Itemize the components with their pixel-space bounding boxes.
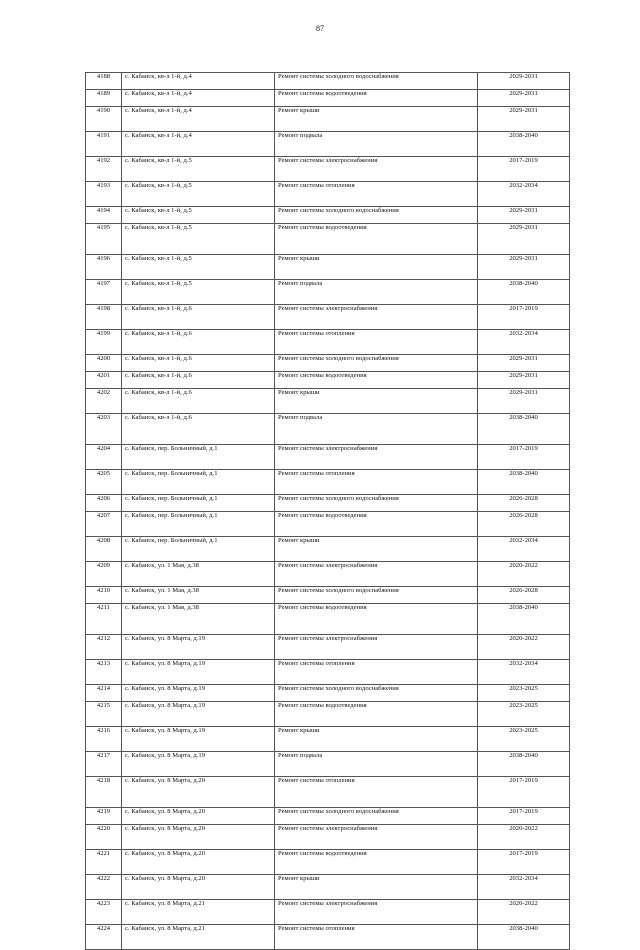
row-work-type: Ремонт системы водоотведения (275, 90, 478, 107)
row-number: 4206 (86, 495, 122, 512)
row-work-type: Ремонт системы электроснабжения (275, 562, 478, 587)
row-work-type: Ремонт крыши (275, 727, 478, 752)
row-number: 4207 (86, 512, 122, 537)
row-number: 4202 (86, 389, 122, 414)
row-period: 2023-2025 (478, 685, 570, 702)
row-work-type: Ремонт системы электроснабжения (275, 900, 478, 925)
row-number: 4203 (86, 414, 122, 445)
row-address: с. Кабанск, ул. 1 Мая, д.38 (122, 562, 275, 587)
table-row (86, 537, 570, 562)
row-address: с. Кабанск, кв-л 1-й, д.4 (122, 90, 275, 107)
row-period: 2032-2034 (478, 660, 570, 685)
row-period: 2038-2040 (478, 280, 570, 305)
table-row (86, 808, 570, 825)
row-work-type: Ремонт системы отопления (275, 182, 478, 207)
row-period: 2029-2031 (478, 107, 570, 132)
row-number: 4192 (86, 157, 122, 182)
row-work-type: Ремонт подвала (275, 280, 478, 305)
row-period: 2032-2034 (478, 875, 570, 900)
row-number: 4198 (86, 305, 122, 330)
row-period: 2026-2028 (478, 512, 570, 537)
table-row (86, 182, 570, 207)
row-work-type: Ремонт системы водоотведения (275, 604, 478, 635)
row-period: 2017-2019 (478, 808, 570, 825)
table-row (86, 825, 570, 850)
table-row (86, 372, 570, 389)
capital-repair-table (85, 72, 570, 950)
row-address: с. Кабанск, ул. 8 Марта, д.19 (122, 660, 275, 685)
row-period: 2020-2022 (478, 562, 570, 587)
row-address: с. Кабанск, ул. 8 Марта, д.20 (122, 875, 275, 900)
row-period: 2017-2019 (478, 157, 570, 182)
row-number: 4222 (86, 875, 122, 900)
row-work-type: Ремонт системы водоотведения (275, 702, 478, 727)
table-row (86, 255, 570, 280)
table-body (86, 73, 570, 950)
table-row (86, 470, 570, 495)
row-period: 2038-2040 (478, 925, 570, 950)
table-row (86, 562, 570, 587)
row-address: с. Кабанск, кв-л 1-й, д.5 (122, 182, 275, 207)
row-address: с. Кабанск, кв-л 1-й, д.6 (122, 355, 275, 372)
row-work-type: Ремонт системы электроснабжения (275, 825, 478, 850)
row-work-type: Ремонт подвала (275, 414, 478, 445)
row-work-type: Ремонт крыши (275, 537, 478, 562)
row-period: 2020-2022 (478, 900, 570, 925)
table-row (86, 512, 570, 537)
row-work-type: Ремонт крыши (275, 875, 478, 900)
row-number: 4223 (86, 900, 122, 925)
row-number: 4208 (86, 537, 122, 562)
row-number: 4200 (86, 355, 122, 372)
row-address: с. Кабанск, кв-л 1-й, д.4 (122, 132, 275, 157)
row-number: 4188 (86, 73, 122, 90)
row-number: 4218 (86, 777, 122, 808)
row-address: с. Кабанск, кв-л 1-й, д.5 (122, 207, 275, 224)
row-number: 4196 (86, 255, 122, 280)
row-work-type: Ремонт системы электроснабжения (275, 445, 478, 470)
row-number: 4189 (86, 90, 122, 107)
row-address: с. Кабанск, ул. 8 Марта, д.21 (122, 900, 275, 925)
row-work-type: Ремонт системы водоотведения (275, 512, 478, 537)
row-address: с. Кабанск, ул. 8 Марта, д.19 (122, 727, 275, 752)
row-number: 4197 (86, 280, 122, 305)
row-work-type: Ремонт системы холодного водоснабжения (275, 495, 478, 512)
row-period: 2023-2025 (478, 727, 570, 752)
row-address: с. Кабанск, кв-л 1-й, д.5 (122, 157, 275, 182)
row-work-type: Ремонт системы холодного водоснабжения (275, 73, 478, 90)
row-work-type: Ремонт системы электроснабжения (275, 157, 478, 182)
row-period: 2032-2034 (478, 182, 570, 207)
row-number: 4193 (86, 182, 122, 207)
row-number: 4224 (86, 925, 122, 950)
table-row (86, 587, 570, 604)
row-work-type: Ремонт подвала (275, 752, 478, 777)
row-number: 4210 (86, 587, 122, 604)
row-number: 4199 (86, 330, 122, 355)
row-address: с. Кабанск, ул. 8 Марта, д.19 (122, 702, 275, 727)
row-work-type: Ремонт системы отопления (275, 330, 478, 355)
row-work-type: Ремонт системы водоотведения (275, 224, 478, 255)
row-period: 2038-2040 (478, 414, 570, 445)
row-address: с. Кабанск, пер. Больничный, д.1 (122, 495, 275, 512)
row-number: 4204 (86, 445, 122, 470)
table-row (86, 355, 570, 372)
row-period: 2029-2031 (478, 255, 570, 280)
row-period: 2020-2022 (478, 635, 570, 660)
row-address: с. Кабанск, пер. Больничный, д.1 (122, 512, 275, 537)
row-address: с. Кабанск, ул. 8 Марта, д.20 (122, 825, 275, 850)
row-address: с. Кабанск, ул. 1 Мая, д.38 (122, 587, 275, 604)
row-period: 2026-2028 (478, 587, 570, 604)
row-work-type: Ремонт системы электроснабжения (275, 635, 478, 660)
row-work-type: Ремонт системы холодного водоснабжения (275, 808, 478, 825)
row-work-type: Ремонт системы холодного водоснабжения (275, 355, 478, 372)
row-period: 2038-2040 (478, 752, 570, 777)
table-row (86, 635, 570, 660)
table-row (86, 900, 570, 925)
table-row (86, 850, 570, 875)
row-work-type: Ремонт системы холодного водоснабжения (275, 587, 478, 604)
row-period: 2029-2031 (478, 73, 570, 90)
table-row (86, 702, 570, 727)
row-period: 2038-2040 (478, 604, 570, 635)
row-period: 2029-2031 (478, 207, 570, 224)
row-number: 4215 (86, 702, 122, 727)
row-address: с. Кабанск, кв-л 1-й, д.6 (122, 372, 275, 389)
row-number: 4194 (86, 207, 122, 224)
row-work-type: Ремонт системы электроснабжения (275, 305, 478, 330)
row-address: с. Кабанск, кв-л 1-й, д.5 (122, 280, 275, 305)
row-period: 2038-2040 (478, 470, 570, 495)
row-period: 2032-2034 (478, 537, 570, 562)
row-address: с. Кабанск, ул. 8 Марта, д.21 (122, 925, 275, 950)
row-address: с. Кабанск, пер. Больничный, д.1 (122, 470, 275, 495)
row-work-type: Ремонт системы отопления (275, 925, 478, 950)
row-period: 2017-2019 (478, 777, 570, 808)
row-address: с. Кабанск, кв-л 1-й, д.6 (122, 330, 275, 355)
table-row (86, 224, 570, 255)
row-number: 4201 (86, 372, 122, 389)
row-address: с. Кабанск, ул. 8 Марта, д.20 (122, 777, 275, 808)
table-row (86, 280, 570, 305)
row-address: с. Кабанск, пер. Больничный, д.1 (122, 445, 275, 470)
row-period: 2029-2031 (478, 90, 570, 107)
row-number: 4213 (86, 660, 122, 685)
row-number: 4221 (86, 850, 122, 875)
table-row (86, 305, 570, 330)
table-row (86, 207, 570, 224)
row-address: с. Кабанск, кв-л 1-й, д.6 (122, 389, 275, 414)
table-row (86, 330, 570, 355)
table-row (86, 157, 570, 182)
row-address: с. Кабанск, ул. 1 Мая, д.38 (122, 604, 275, 635)
table-row (86, 90, 570, 107)
row-address: с. Кабанск, кв-л 1-й, д.4 (122, 107, 275, 132)
row-address: с. Кабанск, кв-л 1-й, д.5 (122, 224, 275, 255)
table-row (86, 107, 570, 132)
table-row (86, 495, 570, 512)
row-period: 2038-2040 (478, 132, 570, 157)
row-period: 2029-2031 (478, 224, 570, 255)
table-row (86, 875, 570, 900)
row-work-type: Ремонт системы холодного водоснабжения (275, 685, 478, 702)
table-row (86, 925, 570, 950)
row-number: 4211 (86, 604, 122, 635)
row-address: с. Кабанск, ул. 8 Марта, д.19 (122, 685, 275, 702)
row-work-type: Ремонт системы водоотведения (275, 372, 478, 389)
row-period: 2020-2022 (478, 825, 570, 850)
row-number: 4212 (86, 635, 122, 660)
row-address: с. Кабанск, ул. 8 Марта, д.19 (122, 635, 275, 660)
row-address: с. Кабанск, кв-л 1-й, д.4 (122, 73, 275, 90)
page-number: 87 (316, 24, 324, 33)
row-period: 2029-2031 (478, 389, 570, 414)
row-number: 4205 (86, 470, 122, 495)
row-period: 2023-2025 (478, 702, 570, 727)
table-row (86, 389, 570, 414)
row-work-type: Ремонт крыши (275, 107, 478, 132)
row-number: 4220 (86, 825, 122, 850)
row-period: 2017-2019 (478, 305, 570, 330)
table-row (86, 752, 570, 777)
table-row (86, 445, 570, 470)
table-row (86, 132, 570, 157)
row-work-type: Ремонт системы водоотведения (275, 850, 478, 875)
row-address: с. Кабанск, ул. 8 Марта, д.19 (122, 752, 275, 777)
row-number: 4217 (86, 752, 122, 777)
table-row (86, 73, 570, 90)
row-period: 2029-2031 (478, 355, 570, 372)
row-period: 2032-2034 (478, 330, 570, 355)
table-row (86, 660, 570, 685)
row-number: 4195 (86, 224, 122, 255)
row-number: 4191 (86, 132, 122, 157)
row-address: с. Кабанск, кв-л 1-й, д.6 (122, 305, 275, 330)
table-row (86, 414, 570, 445)
row-address: с. Кабанск, кв-л 1-й, д.5 (122, 255, 275, 280)
row-work-type: Ремонт системы отопления (275, 660, 478, 685)
table-row (86, 604, 570, 635)
table-row (86, 777, 570, 808)
row-work-type: Ремонт крыши (275, 255, 478, 280)
row-number: 4190 (86, 107, 122, 132)
row-address: с. Кабанск, ул. 8 Марта, д.20 (122, 808, 275, 825)
row-number: 4209 (86, 562, 122, 587)
row-number: 4214 (86, 685, 122, 702)
row-period: 2026-2028 (478, 495, 570, 512)
row-period: 2017-2019 (478, 445, 570, 470)
row-address: с. Кабанск, пер. Больничный, д.1 (122, 537, 275, 562)
table-row (86, 727, 570, 752)
row-period: 2029-2031 (478, 372, 570, 389)
row-address: с. Кабанск, кв-л 1-й, д.6 (122, 414, 275, 445)
row-work-type: Ремонт крыши (275, 389, 478, 414)
row-number: 4219 (86, 808, 122, 825)
row-work-type: Ремонт системы холодного водоснабжения (275, 207, 478, 224)
table-row (86, 685, 570, 702)
row-address: с. Кабанск, ул. 8 Марта, д.20 (122, 850, 275, 875)
row-work-type: Ремонт подвала (275, 132, 478, 157)
row-work-type: Ремонт системы отопления (275, 470, 478, 495)
row-number: 4216 (86, 727, 122, 752)
row-period: 2017-2019 (478, 850, 570, 875)
row-work-type: Ремонт системы отопления (275, 777, 478, 808)
